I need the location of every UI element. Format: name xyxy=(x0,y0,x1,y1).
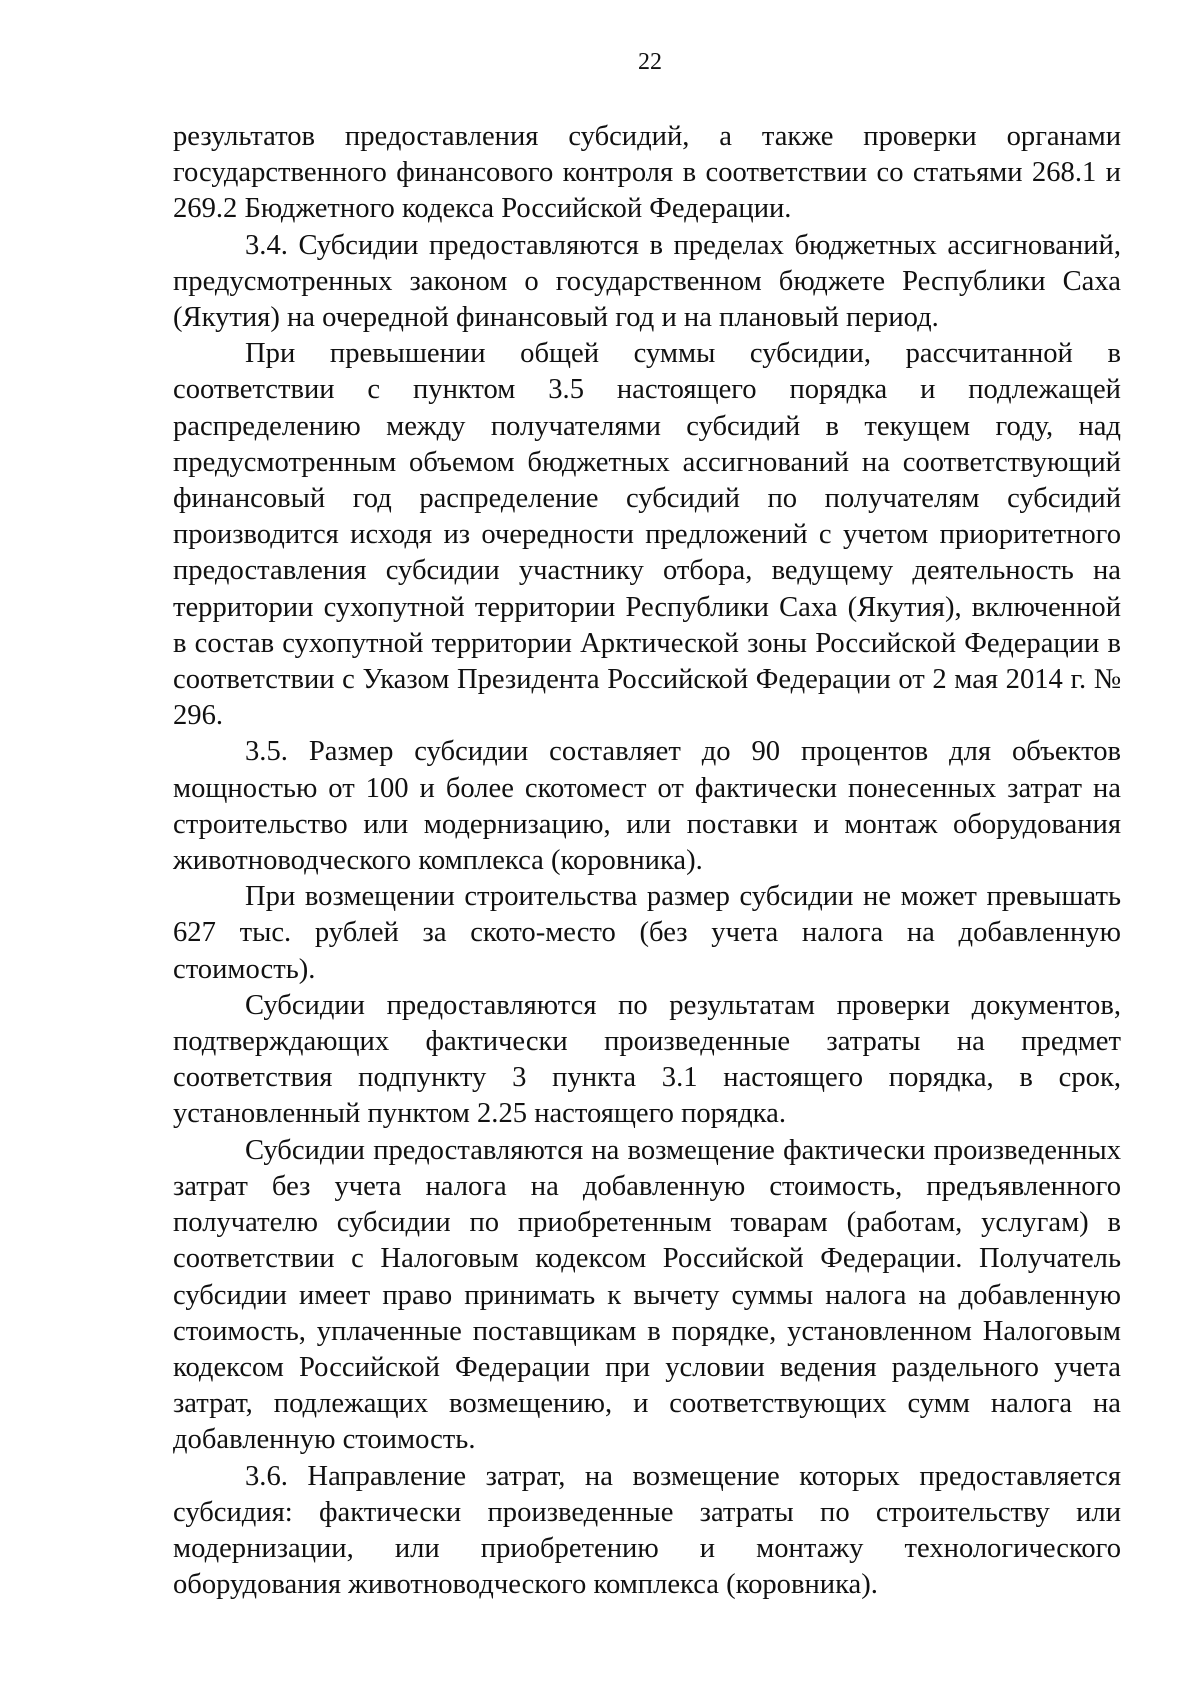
paragraph-3-4: 3.4. Субсидии предоставляются в пределах бюджетных ассигнований, предусмотренных законом о государственном бюджете Республики Саха (Якутия) на очередной финансовый год и на плановый период. xyxy=(173,229,1121,334)
paragraph-3-6: 3.6. Направление затрат, на возмещение которых предоставляется субсидия: фактически произведенные затраты по строительству или модернизации, или приобретению и монтажу технологического оборудования животноводческого комплекса (коровника). xyxy=(173,1460,1121,1601)
paragraph-vat: Субсидии предоставляются на возмещение фактически произведенных затрат без учета налога на добавленную стоимость, предъявленного получателю субсидии по приобретенным товарам (работам, услугам) в соответствии с Налоговым кодексом Российской Федерации. Получатель субсидии имеет право принимать к вычету суммы налога на добавленную стоимость, уплаченные поставщикам в порядке, установленном Налоговым кодексом Российской Федерации при условии ведения раздельного учета затрат, подлежащих возмещению, и соответствующих сумм налога на добавленную стоимость. xyxy=(173,1134,1121,1456)
document-body xyxy=(173,119,1121,1603)
paragraph-3-5: 3.5. Размер субсидии составляет до 90 процентов для объектов мощностью от 100 и более скотомест от фактически понесенных затрат на строительство или модернизацию, или поставки и монтаж оборудования животноводческого комплекса (коровника). xyxy=(173,736,1121,877)
paragraph-construction-limit: При возмещении строительства размер субсидии не может превышать 627 тыс. рублей за ското-место (без учета налога на добавленную стоимость). xyxy=(173,881,1121,985)
paragraph-document-check: Субсидии предоставляются по результатам проверки документов, подтверждающих фактически произведенные затраты на предмет соответствия подпункту 3 пункта 3.1 настоящего порядка, в срок, установленный пунктом 2.25 настоящего порядка. xyxy=(173,989,1121,1130)
page-number: 22 xyxy=(638,49,662,75)
paragraph-excess-distribution: При превышении общей суммы субсидии, рассчитанной в соответствии с пунктом 3.5 настоящего порядка и подлежащей распределению между получателями субсидий в текущем году, над предусмотренным объемом бюджетных ассигнований на соответствующий финансовый год распределение субсидий по получателям субсидий производится исходя из очередности предложений с учетом приоритетного предоставления субсидии участнику отбора, ведущему деятельность на территории сухопутной территории Республики Саха (Якутия), включенной в состав сухопутной территории Арктической зоны Российской Федерации в соответствии с Указом Президента Российской Федерации от 2 мая 2014 г. № 296. xyxy=(173,338,1121,732)
paragraph-continuation: результатов предоставления субсидий, а также проверки органами государственного финансового контроля в соответствии со статьями 268.1 и 269.2 Бюджетного кодекса Российской Федерации. xyxy=(173,121,1121,225)
